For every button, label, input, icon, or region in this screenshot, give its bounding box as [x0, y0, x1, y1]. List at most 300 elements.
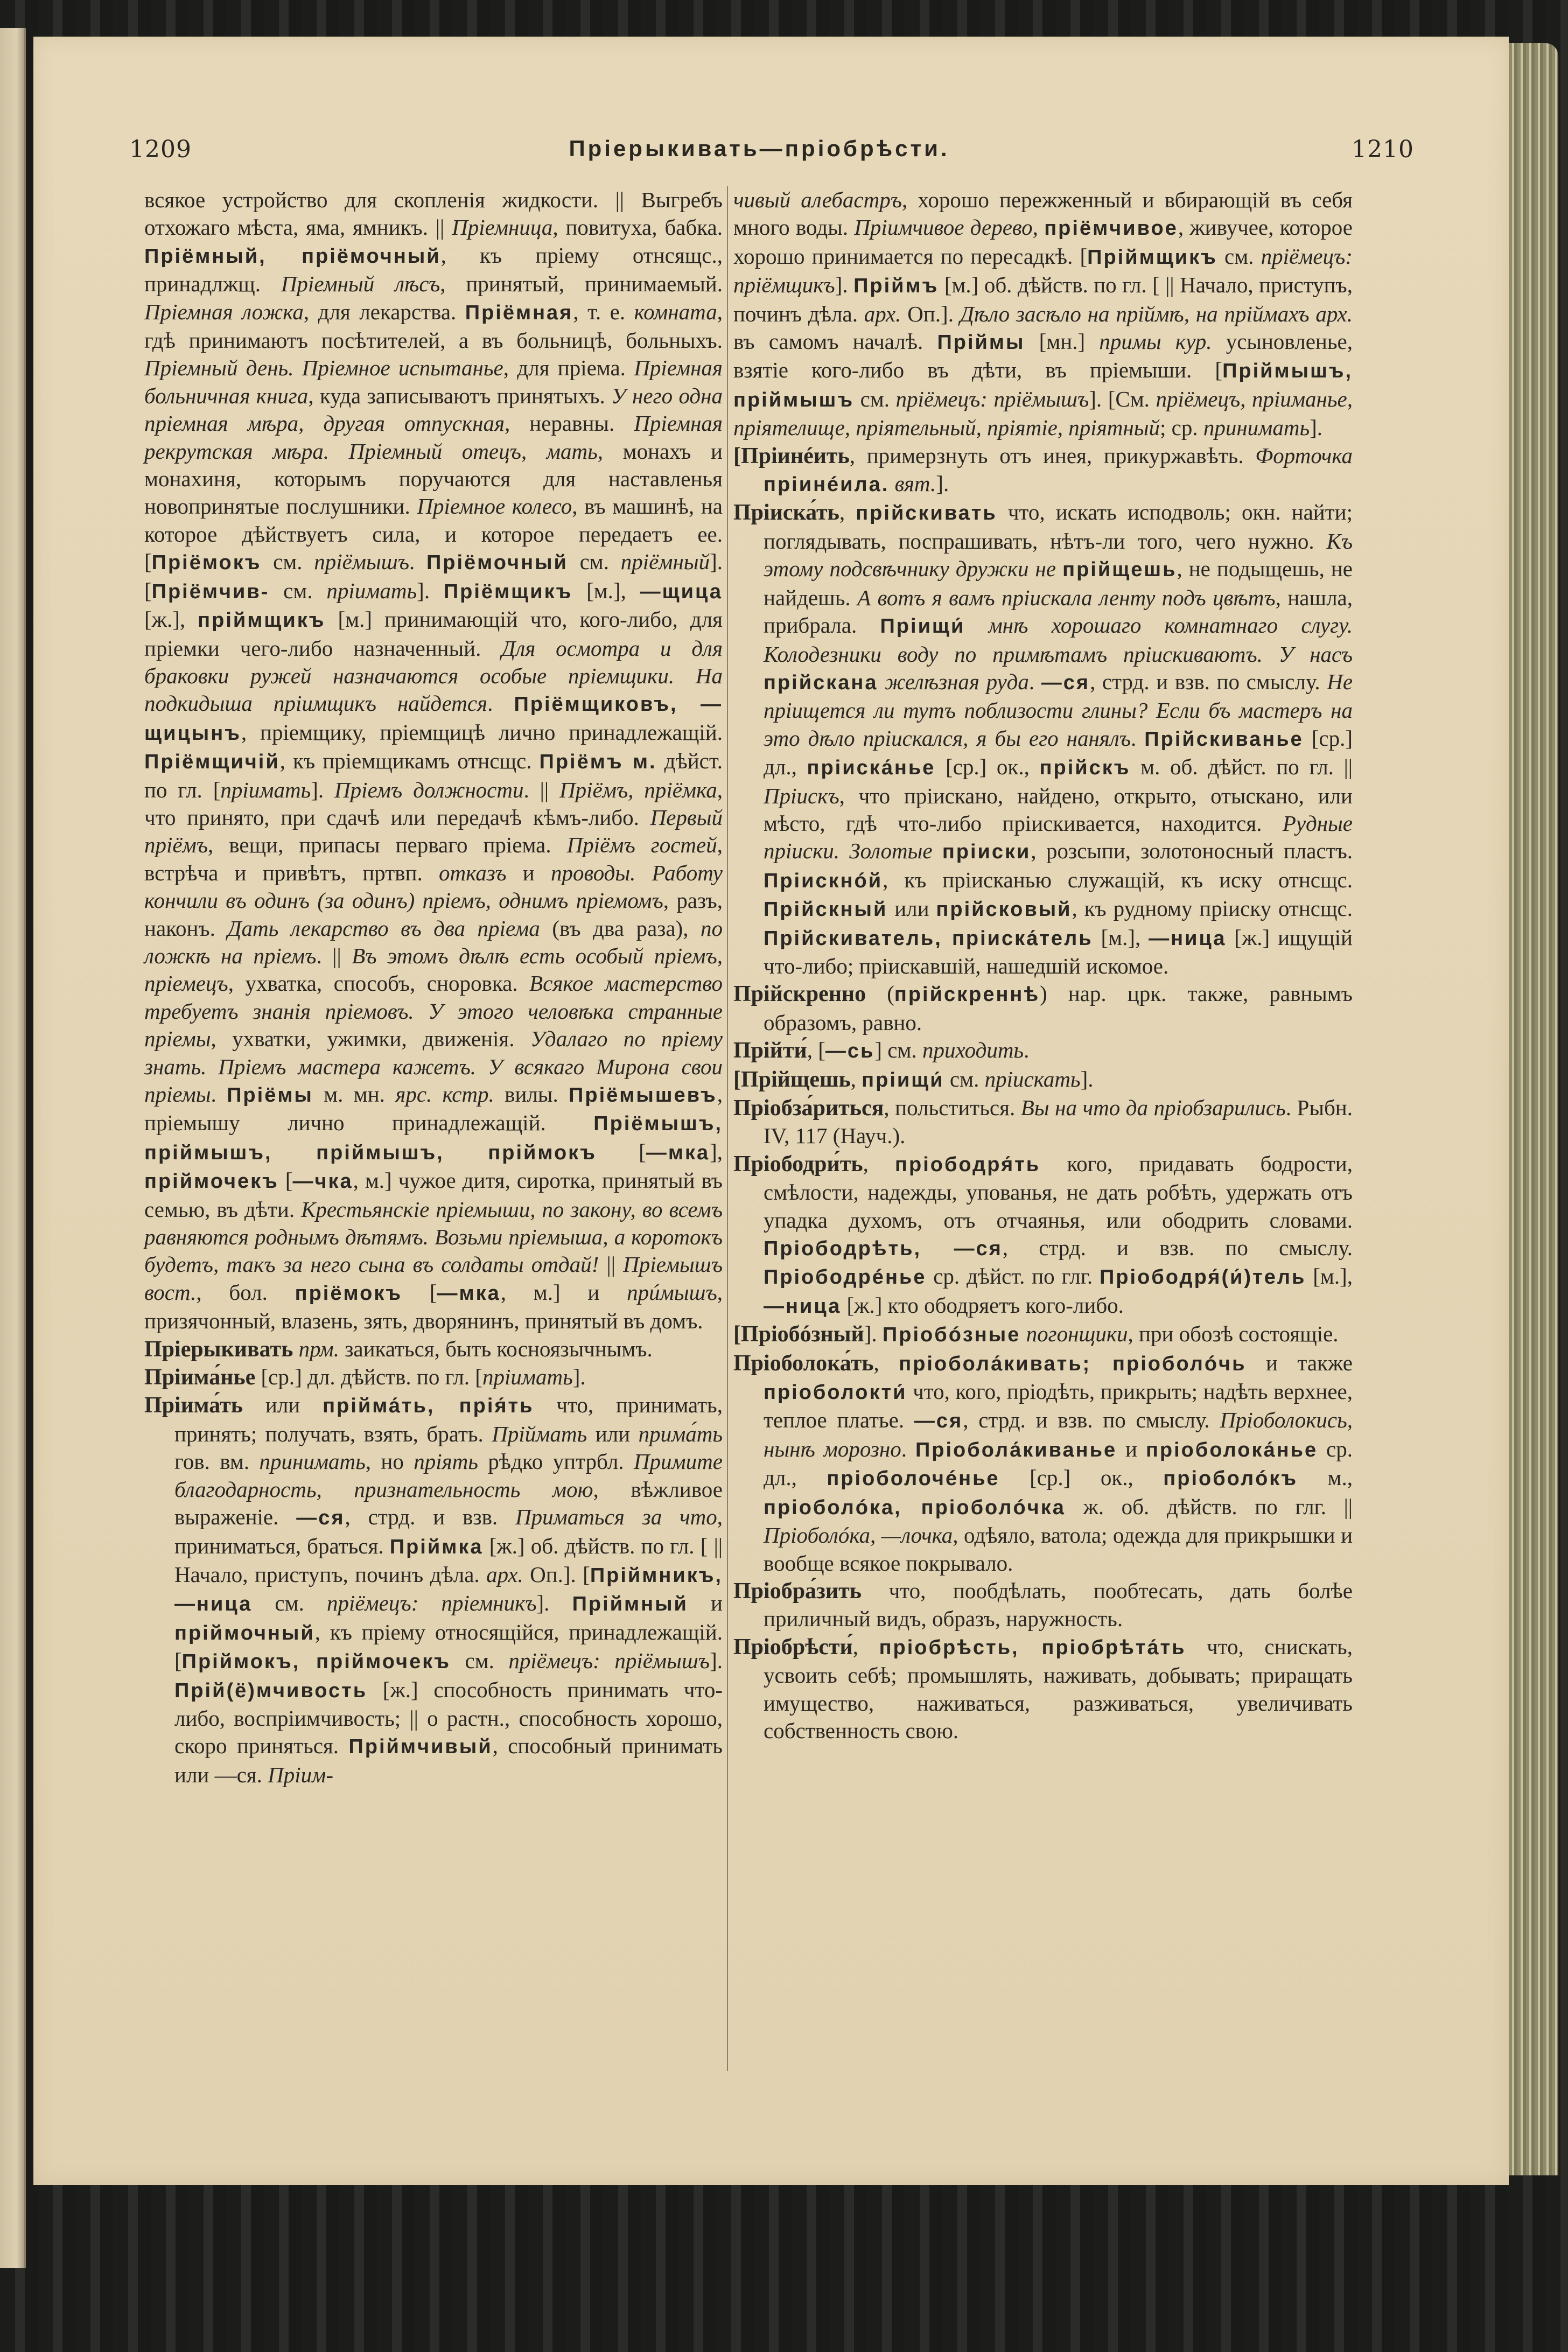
definition-text: ,	[850, 1066, 862, 1091]
headword: Прiобрѣсти́	[733, 1634, 853, 1660]
italic-example: Прiемъ должности	[334, 777, 524, 802]
italic-example: Прiемный день. Прiемное испытанье	[144, 355, 503, 381]
definition-text: [ж.] ищущiй что-либо; прiискавшiй, нашедшiй искомое.	[764, 925, 1353, 978]
definition-text: , бол.	[196, 1279, 295, 1305]
definition-text	[878, 669, 885, 694]
page-number-right: 1210	[1352, 136, 1414, 163]
definition-text: .	[1028, 669, 1041, 694]
italic-example: Дать лекарство въ два прiема	[227, 915, 540, 941]
definition-text: вилы.	[494, 1082, 569, 1107]
bold-term: Прiёмышъ, прiймышъ, прiймышъ, прiймокъ	[144, 1112, 723, 1164]
italic-example: мнѣ хорошаго комнатнаго слугу. Колодезники воду по примѣтамъ прiискиваютъ. У насъ	[764, 613, 1353, 667]
definition-text: [м.] об. дѣйств. по гл. [ || Начало, приступъ, починъ дѣла.	[733, 272, 1353, 326]
definition-text: , къ прiисканью служащiй, къ иску отнсщс.	[883, 867, 1353, 892]
definition-text: [ж.] кто ободряетъ кого-либо.	[841, 1292, 1124, 1318]
headword: Прiима́ть	[144, 1393, 243, 1418]
italic-example: Въ этомъ дѣлѣ есть особый прiемъ, прiемецъ	[144, 943, 723, 996]
italic-example: проводы. Работу кончили въ одинъ (за одинъ) прiемъ, однимъ прiемомъ	[144, 860, 723, 913]
page-number-left: 1209	[129, 136, 192, 163]
definition-text: ,	[839, 500, 856, 525]
definition-text: ].	[835, 272, 854, 298]
headword: Прiиска́ть	[733, 500, 839, 526]
definition-text: [ср.] дл.,	[764, 725, 1353, 780]
definition-text: , хорошо пережженный и вбирающiй въ себя много воды.	[733, 187, 1353, 240]
italic-example: Для осмотра и для браковки ружей назначаются особые прiемщики. На подкидыша прiимщикъ найдется	[144, 635, 723, 716]
definition-text: ].	[1310, 415, 1323, 440]
definition-text: или	[242, 1392, 323, 1418]
definition-text: , куда записываютъ принятыхъ.	[308, 383, 612, 408]
bold-term: Прiёмъ м.	[539, 751, 657, 774]
bold-term: Прiймный	[572, 1593, 688, 1616]
definition-text: (въ два раза),	[540, 915, 701, 941]
italic-example: примы кур.	[1099, 329, 1212, 354]
italic-example: прiискать	[984, 1066, 1081, 1091]
definition-text: .	[1024, 1038, 1030, 1063]
definition-text: всякое устройство для скопленiя жидкости. || Выгребъ отхожаго мѣста, яма, ямникъ. ||	[144, 187, 723, 240]
italic-example: отказъ	[438, 860, 507, 885]
definition-text: м.,	[1298, 1465, 1353, 1490]
italic-example: Первый прiёмъ	[144, 804, 723, 858]
definition-text: ,	[863, 1151, 895, 1176]
bold-term: Прiйскиватель, прiиска́тель	[764, 927, 1093, 950]
definition-text: ,	[852, 1634, 879, 1659]
italic-example: Прiоболóка, —лочка	[764, 1523, 953, 1548]
definition-text: [мн.]	[1025, 329, 1100, 354]
definition-text: заикаться, быть косноязычнымъ.	[339, 1336, 653, 1361]
definition-text: , разъ, наконъ.	[144, 888, 723, 941]
definition-text: , къ рудному прiиску отнсщс.	[1072, 896, 1353, 921]
bold-term: Прiймышъ, прiймышъ	[733, 360, 1353, 411]
definition-text: , при обозѣ состоящiе.	[1128, 1321, 1339, 1347]
definition-text: ] см.	[874, 1038, 922, 1063]
dictionary-entry	[733, 1066, 1353, 1094]
bold-term: —ся	[1041, 671, 1090, 694]
italic-example: Форточка	[1255, 443, 1353, 468]
definition-text: ,	[873, 1350, 899, 1375]
bold-term: Прiёмщиковъ, —щицынъ	[144, 693, 723, 745]
definition-text: , польститься.	[884, 1095, 1021, 1120]
dictionary-entry	[733, 1037, 1353, 1065]
left-column	[144, 186, 723, 1789]
definition-text: [м.],	[1093, 925, 1149, 950]
definition-text: дѣйст. по гл. [	[144, 748, 723, 802]
italic-example: Всякое мастерство требуетъ знанiя прiемовъ. У этого человѣка странные прiемы	[144, 971, 723, 1052]
definition-text: см.	[252, 1591, 327, 1616]
definition-text: , м.] и	[500, 1279, 627, 1305]
definition-text: и	[1117, 1436, 1146, 1461]
definition-text: , ухватки, ужимки, движенiя.	[211, 1026, 530, 1052]
bold-term: Прiёмы	[227, 1084, 313, 1107]
italic-example: Прiемница	[452, 215, 553, 240]
italic-example: Прiёмъ гостей	[566, 832, 717, 858]
definition-text: ]. [См.	[1089, 386, 1156, 411]
dictionary-entry	[144, 1363, 723, 1391]
definition-text	[965, 613, 988, 638]
bold-term: прiиска́нье	[807, 757, 936, 780]
bold-term: —ся	[296, 1507, 345, 1530]
definition-text: въ самомъ началѣ.	[733, 329, 937, 354]
bold-term: Прiймка	[389, 1535, 484, 1558]
italic-example: Рудные прiиски. Золотые	[764, 810, 1353, 864]
definition-text: [	[278, 1168, 293, 1193]
bold-term: прiинéила.	[764, 473, 890, 496]
italic-example: прiимать	[482, 1364, 573, 1390]
bold-term: Прiобóзные	[882, 1324, 1021, 1347]
italic-example: прiёмецъ, прiиманье, прiятелище, прiятельный, прiятiе, прiятный	[733, 386, 1353, 440]
bold-term: Прiймъ	[853, 275, 939, 298]
bold-term: Прiёмочный	[426, 551, 568, 575]
definition-text: , способный принимать или —ся.	[174, 1733, 723, 1787]
italic-example: ярс. кстр.	[395, 1082, 494, 1107]
right-column	[733, 186, 1353, 1745]
italic-example: Не прiищется ли тутъ поблизости глины? Если бъ мастеръ на это дѣло прiискался, я бы его нанялъ	[764, 669, 1353, 751]
italic-example: прiёмецъ: прiёмщикъ	[733, 243, 1353, 298]
definition-text: кого, придавать бодрости, смѣлости, надежды, упованья, не дать робѣть, удержать отъ упадка духомъ, отъ отчаянья, или ободрить словами.	[764, 1151, 1353, 1233]
definition-text: ].	[1080, 1066, 1094, 1091]
italic-example: Прiоболокись, нынѣ морозно	[764, 1408, 1353, 1461]
bold-term: Прiймникъ, —ница	[174, 1564, 723, 1616]
headword: [Прiйщешь	[733, 1067, 851, 1092]
definition-text: ||	[599, 1252, 624, 1277]
definition-text: . ||	[316, 943, 352, 968]
definition-text: ].	[536, 1591, 572, 1616]
bold-term: Прiймщикъ	[1087, 246, 1217, 269]
italic-example: Крестьянскiе прiемыши, по закону, во всемъ равняются роднымъ дѣтямъ. Возьми прiемыша, а коротокъ будетъ, такъ за него сына въ солдаты отдай!	[144, 1196, 723, 1277]
definition-text: , встрѣча и привѣтъ, пртвп.	[144, 832, 723, 885]
bold-term: —мка	[437, 1282, 501, 1305]
definition-text: , не подыщешь, не найдешь.	[764, 556, 1353, 610]
italic-example: Вы на что да прiобзарились	[1020, 1095, 1286, 1120]
definition-text: м. об. дѣйст. по гл. ||	[1130, 754, 1353, 780]
headword: Прiобза́риться	[733, 1096, 884, 1121]
italic-example: Прiёмъ, прiёмка	[559, 777, 717, 802]
definition-text: [ж.] об. дѣйств. по гл. [ || Начало, приступъ, починъ дѣла.	[174, 1533, 723, 1587]
bold-term: прiоболóкъ	[1163, 1467, 1298, 1490]
definition-text: что, снискать, усвоить себѣ; промышлять, наживать, добывать; приращать имущество, наживаться, разживаться, увеличивать собственность свою.	[764, 1634, 1353, 1743]
definition-text: см.	[269, 578, 327, 603]
definition-text: , монахъ и монахиня, которымъ поручаются для наставленья новопринятые послушники.	[144, 438, 723, 519]
bold-term: Прiободрѣть, —ся	[764, 1237, 1003, 1261]
dictionary-entry	[733, 1349, 1353, 1577]
italic-example: арх.	[864, 301, 901, 326]
definition-text: .	[901, 1436, 915, 1461]
definition-text: что, принимать, принять; получать, взять, брать.	[174, 1392, 723, 1446]
definition-text: ср. дѣйст. по глг.	[926, 1264, 1100, 1289]
definition-text: ]. [	[144, 549, 723, 603]
italic-example: Прiим-	[268, 1762, 333, 1787]
bold-term: Прiймчивый	[348, 1735, 493, 1759]
italic-example: приходить	[922, 1038, 1024, 1063]
definition-text: , прiемщику, прiемщицѣ лично принадлежащiй.	[241, 719, 723, 745]
definition-text: , вѣжливое выраженiе.	[174, 1476, 723, 1530]
italic-example: по ложкѣ на прiемъ	[144, 915, 723, 968]
italic-example: прима́ть	[638, 1421, 723, 1446]
bold-term: прiйскъ	[1039, 757, 1131, 780]
definition-text: ].	[417, 578, 444, 603]
bold-term: —мка	[646, 1141, 710, 1164]
dictionary-entry	[144, 1391, 723, 1789]
definition-text: , къ прiемщикамъ отнсщс.	[279, 748, 540, 774]
definition-text: , неравны.	[505, 411, 634, 436]
dictionary-entry	[733, 1150, 1353, 1320]
definition-text: , стрд. и взв. по смыслу.	[1090, 669, 1327, 694]
bold-term: Прiёмная	[465, 301, 573, 324]
definition-text: ж. об. дѣйств. по глг. ||	[1065, 1494, 1353, 1519]
definition-text: ].	[572, 1364, 586, 1390]
definition-text: , одѣяло, ватола; одежда для прикрышки и вообще всякое покрывало.	[764, 1523, 1353, 1576]
definition-text: , приниматься, браться.	[174, 1504, 723, 1558]
definition-text: гов. вм.	[174, 1449, 260, 1474]
italic-example: прiёмецъ: прiёмышъ	[508, 1648, 710, 1674]
definition-text: что, кого, прiодѣть, прикрыть; надѣть верхнее, теплое платье.	[764, 1379, 1353, 1433]
definition-text: ].	[311, 777, 335, 802]
definition-text: , гдѣ принимаютъ посѣтителей, а въ больницѣ, больныхъ.	[144, 299, 723, 353]
definition-text: , нашла, прибрала.	[764, 585, 1353, 638]
definition-text: , что прiискано, найдено, открыто, отыскано, или мѣсто, гдѣ что-либо прiискивается, находится.	[764, 783, 1353, 836]
definition-text: см.	[568, 549, 621, 575]
italic-example: Прiемное колесо	[417, 494, 572, 519]
bold-term: —сь	[825, 1040, 875, 1063]
bold-term: прiймщикъ	[198, 609, 326, 632]
definition-text	[293, 1336, 298, 1361]
headword: Прiйти́	[733, 1038, 807, 1063]
dictionary-entry	[733, 1633, 1353, 1745]
italic-example: погонщики	[1026, 1321, 1128, 1347]
italic-example: прiёмецъ: прiемникъ	[326, 1591, 537, 1616]
definition-text: .	[487, 691, 514, 716]
definition-text: , стрд. и взв. по смыслу.	[963, 1408, 1220, 1433]
dictionary-entry	[733, 1577, 1353, 1633]
headword: Прiобра́зить	[733, 1578, 862, 1604]
definition-text	[889, 471, 894, 496]
definition-text: что, пообдѣлать, пообтесать, дать болѣе приличный видъ, образъ, наружность.	[764, 1578, 1353, 1632]
bold-term: прiйскана	[764, 671, 878, 694]
definition-text	[1020, 1321, 1026, 1346]
definition-text: [м.] принимающiй что, кого-либо, для прiемки чего-либо назначенный.	[144, 607, 723, 661]
dictionary-entry	[733, 1094, 1353, 1150]
running-head-title: Прiерыкивать—прiобрѣсти.	[569, 136, 950, 161]
italic-example: Къ этому подсвѣчнику дружки не	[764, 528, 1353, 582]
definition-text: .	[409, 549, 426, 575]
definition-text: . Рыбн. IV, 117 (Науч.).	[764, 1095, 1353, 1149]
dictionary-entry	[733, 186, 1353, 442]
book-fore-edge	[1509, 43, 1558, 2175]
definition-text: , для прiема.	[503, 355, 634, 381]
bold-term: прiоболока́нье	[1145, 1438, 1318, 1461]
bold-term: прiйщешь	[1062, 558, 1177, 582]
italic-example: комната	[634, 299, 717, 324]
definition-text: , но	[365, 1449, 414, 1474]
definition-text: или	[587, 1421, 639, 1446]
italic-example: Прiискъ	[764, 783, 839, 808]
italic-example: Дѣло засѣло на прiймѣ, на прiймахъ арх.	[960, 301, 1353, 326]
definition-text: ].	[710, 1648, 723, 1674]
column-divider	[727, 186, 728, 2071]
definition-text: [	[596, 1139, 646, 1164]
bold-term: прiоболóка, прiоболóчка	[764, 1496, 1066, 1519]
italic-example: вят.	[894, 471, 936, 496]
bold-term: Прiйскный	[764, 898, 888, 921]
definition-text: см.	[1217, 243, 1261, 269]
definition-text: , для лекарства.	[303, 299, 465, 324]
italic-example: прiять	[414, 1449, 478, 1474]
bold-term: Прiймокъ, прiймочекъ	[181, 1650, 451, 1674]
italic-example: прiимать	[326, 578, 417, 603]
definition-text: ; ср.	[1159, 415, 1203, 440]
italic-example: Прiимчивое дерево	[854, 215, 1033, 240]
headword: [Прiобóзный	[733, 1322, 864, 1347]
definition-text: , къ прiему отнсящс., принадлжщ.	[144, 242, 723, 297]
bold-term: Прiёмщикъ	[443, 580, 573, 603]
bold-term: Прiищи́	[880, 615, 965, 638]
headword: Прiима́нье	[144, 1365, 256, 1390]
bold-term: прiёмчивое	[1044, 217, 1178, 240]
bold-term: —чка	[292, 1170, 353, 1193]
bold-term: —ница	[1149, 927, 1227, 950]
definition-text: , ухватка, способъ, сноровка.	[228, 971, 530, 996]
italic-example: прiёмецъ: прiёмышъ	[895, 386, 1089, 411]
definition-text: см.	[261, 549, 314, 575]
definition-text: , стрд. и взв. по смыслу.	[1002, 1235, 1353, 1261]
italic-example: принимать	[259, 1449, 366, 1474]
bold-term: прiоболочéнье	[827, 1467, 1000, 1490]
definition-text: , розсыпи, золотоносный пластъ.	[1031, 838, 1353, 864]
definition-text: [м.],	[572, 578, 640, 603]
headword: Прiободри́ть	[733, 1151, 863, 1177]
italic-example: У него одна прiемная мѣра, другая отпускная	[144, 383, 723, 436]
definition-text: ср. дл.,	[764, 1436, 1353, 1490]
definition-text: и также	[1246, 1350, 1353, 1375]
italic-example: прiёмышъ	[314, 549, 409, 575]
bold-term: прiйскреннѣ	[894, 983, 1040, 1006]
definition-text: Оп.]. [	[523, 1562, 590, 1587]
dictionary-entry	[733, 499, 1353, 980]
italic-example: Прiймать	[492, 1421, 587, 1446]
headword: Прiерыкивать	[144, 1336, 293, 1362]
definition-text: , что принято, при сдачѣ или передачѣ кѣмъ-либо.	[144, 777, 723, 830]
definition-text: и	[506, 860, 551, 885]
bold-term: прiободря́ть	[895, 1153, 1041, 1176]
headword: Прiйскренно	[733, 982, 866, 1007]
bold-term: —щица	[640, 580, 723, 603]
definition-text	[1056, 556, 1062, 581]
bold-term: прiйскивать	[856, 502, 997, 525]
definition-text: [ср.] ок.,	[935, 754, 1040, 780]
definition-text: и	[688, 1591, 723, 1616]
dictionary-entry	[144, 186, 723, 1335]
bold-term: прiймочекъ	[144, 1170, 279, 1193]
bold-term: Прiйскиванье	[1144, 727, 1304, 751]
italic-example: Прiемная рекрутская мѣра. Прiемный отецъ, мать	[144, 411, 723, 464]
definition-text: Оп.].	[901, 301, 960, 326]
bold-term: прiоболокти́	[764, 1381, 907, 1404]
bold-term: Прiобола́киванье	[915, 1438, 1117, 1461]
bold-term: прiиски	[942, 841, 1031, 864]
italic-example: прм.	[298, 1336, 339, 1361]
definition-text	[933, 838, 942, 863]
definition-text: м. мн.	[313, 1082, 396, 1107]
dictionary-entry	[144, 1335, 723, 1363]
italic-example: принимать	[1203, 415, 1310, 440]
italic-example: Прiемная ложка	[144, 299, 304, 324]
definition-text: (	[866, 981, 894, 1006]
bold-term: Прiёмышевъ	[569, 1084, 717, 1107]
definition-text: см.	[944, 1066, 985, 1091]
italic-example: Удалаго по прiему знать. Прiемъ мастера кажетъ. У всякаго Мирона свои прiемы	[144, 1026, 723, 1107]
definition-text: [ср.] дл. дѣйств. по гл. [	[255, 1364, 482, 1390]
definition-text: усыновленье, взятiе кого-либо въ дѣти, въ прiемыши. [	[733, 329, 1353, 383]
definition-text: , т. е.	[573, 299, 634, 324]
dictionary-entry	[733, 442, 1353, 499]
bold-term: Прiй(ё)мчивость	[174, 1679, 368, 1702]
italic-example: прiёмный	[620, 549, 710, 575]
definition-text: . ||	[523, 777, 559, 802]
definition-text: , принятый, принимаемый.	[440, 271, 723, 297]
definition-text: [	[402, 1279, 437, 1305]
definition-text: , повитуха, бабка.	[552, 215, 723, 240]
definition-text: см.	[450, 1648, 509, 1674]
italic-example: Примите благодарность, признательность мою	[174, 1449, 723, 1502]
definition-text: [ж.],	[144, 607, 198, 632]
definition-text: или	[887, 896, 936, 921]
definition-text: [м.],	[1306, 1264, 1353, 1289]
bold-term: Прiёмный, прiёмочный	[144, 244, 441, 268]
bold-term: прiйсковый	[936, 898, 1072, 921]
previous-page-edge	[0, 28, 26, 2268]
bold-term: Прiёмчив-	[151, 580, 270, 603]
bold-term: Прiёмщичiй	[144, 751, 280, 774]
bold-term: Прiискнóй	[764, 869, 883, 892]
italic-example: Приматься за что	[515, 1504, 717, 1530]
definition-text: ].	[864, 1321, 883, 1347]
bold-term: —ница	[764, 1294, 842, 1318]
italic-example: желѣзная руда	[885, 669, 1029, 694]
definition-text: , стрд. и взв.	[345, 1504, 516, 1530]
bold-term: прiобола́кивать; прiоболóчь	[899, 1352, 1247, 1375]
italic-example: Прiемный лѣсъ	[281, 271, 440, 297]
bold-term: Прiободрéнье	[764, 1266, 927, 1289]
italic-example: прiимать	[220, 777, 311, 802]
definition-text: ].	[936, 471, 949, 496]
definition-text: ],	[710, 1139, 723, 1164]
bold-term: прiйма́ть, прiя́ть	[323, 1395, 534, 1418]
italic-example: А вотъ я вамъ прiискала ленту подъ цвѣтъ	[857, 585, 1276, 610]
bold-term: Прiймы	[937, 331, 1025, 354]
definition-text: ) нар. црк. также, равнымъ образомъ, равно.	[764, 981, 1353, 1035]
definition-text: , живучее, которое хорошо принимается по пересадкѣ. [	[733, 215, 1353, 269]
definition-text: , [	[807, 1038, 825, 1063]
running-head	[0, 136, 1568, 168]
definition-text: , въ машинѣ, на которое дѣйствуетъ сила, и которое передаетъ ее. [	[144, 494, 723, 575]
italic-example: чивый алебастръ	[733, 187, 902, 212]
italic-example: Прiемышъ вост.	[144, 1252, 723, 1305]
definition-text: рѣдко уптрбл.	[478, 1449, 634, 1474]
definition-text: .	[1131, 725, 1145, 751]
definition-text: [ср.] ок.,	[999, 1465, 1164, 1490]
definition-text: ,	[1032, 215, 1045, 240]
dictionary-entry	[733, 980, 1353, 1037]
bold-term: Прiободря́(и́)тель	[1099, 1266, 1306, 1289]
definition-text: что, искать исподволь; окн. найти; поглядывать, поспрашивать, нѣтъ-ли того, чего нужно.	[764, 500, 1353, 554]
definition-text: см.	[854, 386, 896, 411]
definition-text: , вещи, припасы перваго прiема.	[208, 832, 567, 858]
definition-text: , м.] чужое дитя, сиротка, принятый въ семью, въ дѣти.	[144, 1168, 723, 1222]
bold-term: Прiёмокъ	[151, 551, 262, 575]
definition-text: , прiемышу лично принадлежащiй.	[144, 1082, 723, 1136]
bold-term: —ся	[914, 1410, 963, 1433]
bold-term: прiймочный	[174, 1621, 315, 1644]
dictionary-entry	[733, 1320, 1353, 1349]
